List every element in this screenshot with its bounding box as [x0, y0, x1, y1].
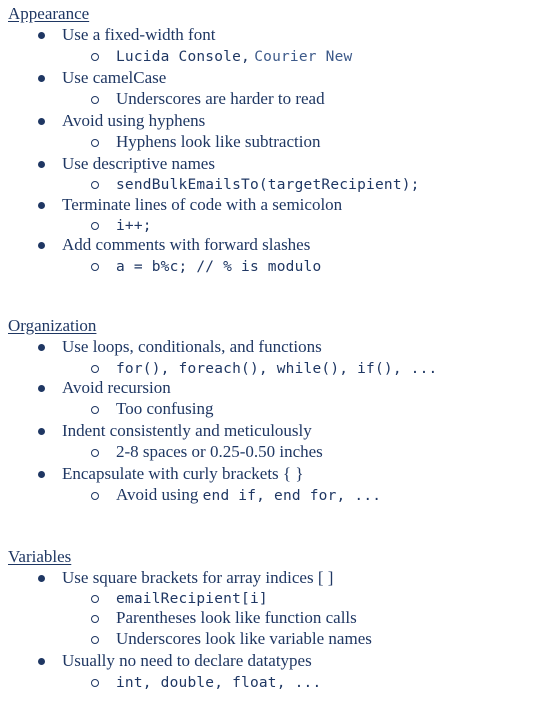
- sub-list-item: Parentheses look like function calls: [116, 608, 357, 627]
- section-heading-variables: Variables: [8, 547, 72, 566]
- list-item: Avoid using hyphens: [62, 111, 206, 130]
- list-item: Use loops, conditionals, and functions: [62, 337, 322, 356]
- code-snippet: a = b%c; // % is modulo: [116, 259, 322, 275]
- sub-list-item: [116, 588, 268, 609]
- code-snippet: int, double, float, ...: [116, 675, 322, 691]
- sub-list-item: [116, 256, 321, 277]
- list-item: Indent consistently and meticulously: [62, 421, 312, 440]
- code-snippet: emailRecipient[i]: [116, 591, 268, 607]
- font-name-lucida: Lucida Console,: [116, 49, 250, 65]
- font-name-courier: Courier New: [254, 49, 353, 65]
- list-item: Encapsulate with curly brackets { }: [62, 464, 304, 483]
- sub-list-item: 2-8 spaces or 0.25-0.50 inches: [116, 442, 323, 461]
- code-snippet: end if, end for, ...: [202, 488, 382, 504]
- sub-list-item: [116, 672, 321, 693]
- code-snippet: for(), foreach(), while(), if(), ...: [116, 361, 438, 377]
- sub-list-item: [116, 174, 420, 195]
- list-item: Use descriptive names: [62, 154, 215, 173]
- code-snippet: i++;: [116, 218, 152, 234]
- list-item: Terminate lines of code with a semicolon: [62, 195, 343, 214]
- sub-list-item: [116, 215, 152, 236]
- list-item: Use a fixed-width font: [62, 25, 216, 44]
- list-item: Avoid recursion: [62, 378, 171, 397]
- code-snippet: sendBulkEmailsTo(targetRecipient);: [116, 177, 420, 193]
- sub-list-item: Underscores are harder to read: [116, 89, 325, 108]
- sub-list-item: [116, 358, 437, 379]
- sub-list-item: Too confusing: [116, 399, 214, 418]
- sub-list-item: [116, 46, 352, 67]
- list-item: Add comments with forward slashes: [62, 235, 311, 254]
- sub-list-item: [116, 485, 381, 506]
- list-item: Use square brackets for array indices [ ]: [62, 568, 334, 587]
- section-heading-appearance: Appearance: [8, 4, 90, 23]
- sub-item-text: Avoid using: [116, 485, 203, 504]
- section-heading-organization: Organization: [8, 316, 97, 335]
- list-item: Usually no need to declare datatypes: [62, 651, 312, 670]
- sub-list-item: Underscores look like variable names: [116, 629, 372, 648]
- list-item: Use camelCase: [62, 68, 167, 87]
- sub-list-item: Hyphens look like subtraction: [116, 132, 321, 151]
